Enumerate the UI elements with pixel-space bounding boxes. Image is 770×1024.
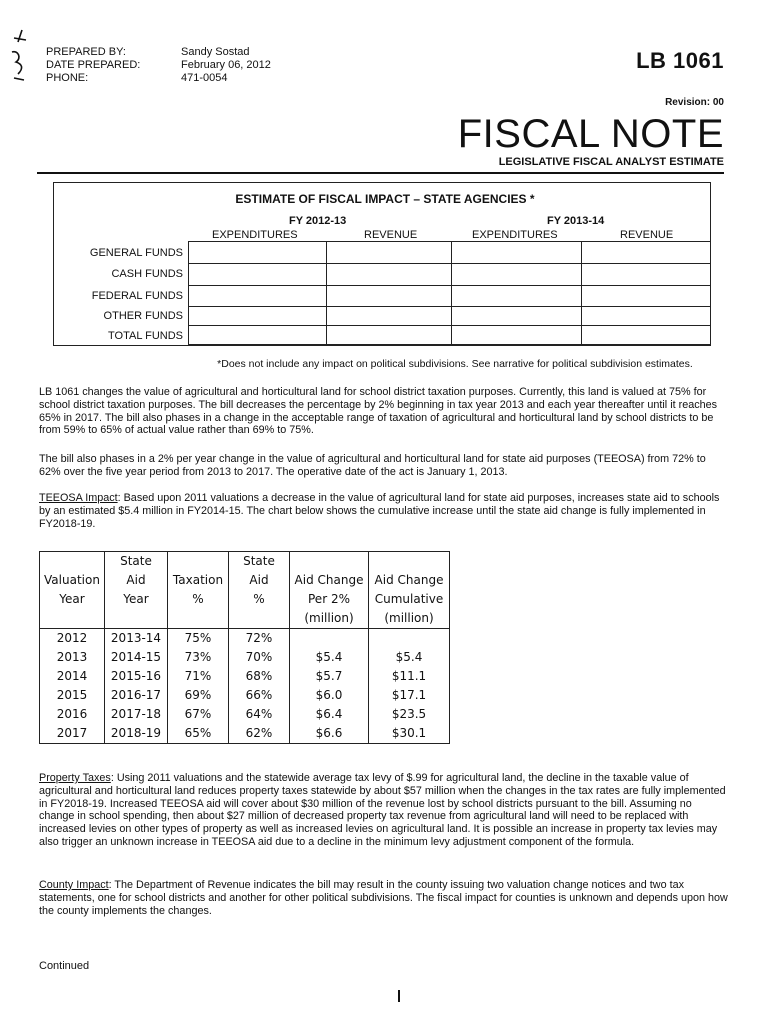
revision: Revision: 00 xyxy=(665,97,724,108)
bill-number: LB 1061 xyxy=(636,48,724,73)
header-aid-change-per-2pct: Aid Change Per 2% (million) xyxy=(290,552,369,629)
table-row: 2016 2017-18 67% 64% $6.4 $23.5 xyxy=(40,705,450,724)
header-taxation-pct: Taxation % xyxy=(168,552,229,629)
fiscal-impact-grid xyxy=(188,241,711,345)
phone-label: PHONE: xyxy=(46,72,89,84)
teeosa-table xyxy=(39,551,450,744)
fy-1-heading: FY 2012-13 xyxy=(289,215,347,227)
prepared-by-value: Sandy Sostad xyxy=(181,46,250,58)
grid-line xyxy=(581,242,582,344)
header-valuation-year: Valuation Year xyxy=(40,552,105,629)
header-values xyxy=(181,46,271,85)
teeosa-heading: TEEOSA Impact xyxy=(39,492,118,504)
date-prepared-label: DATE PREPARED: xyxy=(46,59,141,71)
col-revenue-2: REVENUE xyxy=(620,229,674,241)
grid-line xyxy=(451,242,452,344)
paragraph-property-taxes xyxy=(39,772,729,849)
grid-line xyxy=(189,263,710,264)
grid-line xyxy=(189,325,710,326)
fund-label-general: GENERAL FUNDS xyxy=(89,247,183,259)
table-row: 2012 2013-14 75% 72% xyxy=(40,629,450,649)
fund-label-cash: CASH FUNDS xyxy=(111,268,183,280)
county-impact-text: : The Department of Revenue indicates the bill may result in the county issuing two valuation change notices and two tax statements, one for school districts and another for other political subdivisions. The fiscal impact for counties is unknown and depends upon how the county implements the changes. xyxy=(39,879,728,917)
fund-label-federal: FEDERAL FUNDS xyxy=(91,290,183,302)
grid-line xyxy=(326,242,327,344)
fund-label-total: TOTAL FUNDS xyxy=(108,330,183,342)
paragraph-state-aid: The bill also phases in a 2% per year change in the value of agricultural and horticultural land for state aid purposes (TEEOSA) from 72% to 62% over the five year period from 2013 to 2017. The operative date of the act is January 1, 2013. xyxy=(39,453,706,478)
fund-label-other: OTHER FUNDS xyxy=(103,310,183,322)
date-prepared-value: February 06, 2012 xyxy=(181,59,271,71)
table-row: 2014 2015-16 71% 68% $5.7 $11.1 xyxy=(40,667,450,686)
county-impact-heading: County Impact xyxy=(39,879,109,891)
phone-value: 471-0054 xyxy=(181,72,228,84)
paragraph-teeosa xyxy=(39,492,729,530)
page-mark xyxy=(398,990,400,1002)
table-header-row xyxy=(40,552,450,629)
header-labels xyxy=(46,46,140,85)
table-row: 2015 2016-17 69% 66% $6.0 $17.1 xyxy=(40,686,450,705)
col-expenditures-1: EXPENDITURES xyxy=(212,229,298,241)
paragraph-summary: LB 1061 changes the value of agricultural and horticultural land for school district taxation purposes. Currently, this land is valued at 75% for school district taxation purposes. The bill decreases the percentage by 2% beginning in tax year 2013 and each year thereafter until it reaches 65% in 2017. The bill also phases in a change in the acceptable range of taxation of agricultural and horticultural land by school districts to be from 59% to 65% of actual value rather than 69% to 75%. xyxy=(39,386,718,437)
fy-2-heading: FY 2013-14 xyxy=(547,215,605,227)
col-expenditures-2: EXPENDITURES xyxy=(472,229,558,241)
table-row: 2013 2014-15 73% 70% $5.4 $5.4 xyxy=(40,648,450,667)
grid-line xyxy=(189,285,710,286)
title-rule xyxy=(37,172,724,174)
prepared-by-label: PREPARED BY: xyxy=(46,46,126,58)
page-title: FISCAL NOTE xyxy=(457,112,724,156)
table-row: 2017 2018-19 65% 62% $6.6 $30.1 xyxy=(40,724,450,744)
handwritten-initials xyxy=(8,28,32,84)
header-state-aid-pct: State Aid % xyxy=(229,552,290,629)
property-taxes-text: : Using 2011 valuations and the statewide average tax levy of $.99 for agricultural land, the decline in the taxable value of agricultural and horticultural land reduces property taxes statewide by about $57 million when the changes in the tax rates are fully implemented in FY2018-19. Increased TEEOSA aid will cover about $30 million of the revenue lost by school districts pursuant to the bill. Assuming no change in school spending, then about $27 million of decreased property tax revenue from agricultural land will need to be replaced with increased levies on other types of property as well as increased levies on agricultural land. It is possible an increase in property tax levies may also trigger an unknown increase in TEEOSA aid due to a decline in the minimum levy adjustment component of the formula. xyxy=(39,772,726,848)
header-state-aid-year: State Aid Year xyxy=(105,552,168,629)
col-revenue-1: REVENUE xyxy=(364,229,418,241)
continued-label: Continued xyxy=(39,960,90,972)
impact-footnote: *Does not include any impact on political subdivisions. See narrative for political subdivision estimates. xyxy=(217,358,693,370)
property-taxes-heading: Property Taxes xyxy=(39,772,111,784)
grid-line xyxy=(189,306,710,307)
paragraph-county-impact xyxy=(39,879,729,917)
teeosa-text: : Based upon 2011 valuations a decrease in the value of agricultural land for state aid purposes, increases state aid to schools by an estimated $5.4 million in FY2014-15. The chart below shows the cumulative increase until the state aid change is fully implemented in FY2018-19. xyxy=(39,492,720,530)
page-subtitle: LEGISLATIVE FISCAL ANALYST ESTIMATE xyxy=(498,156,724,168)
fiscal-impact-title: ESTIMATE OF FISCAL IMPACT – STATE AGENCIES * xyxy=(235,192,535,206)
header-aid-change-cumulative: Aid Change Cumulative (million) xyxy=(369,552,450,629)
